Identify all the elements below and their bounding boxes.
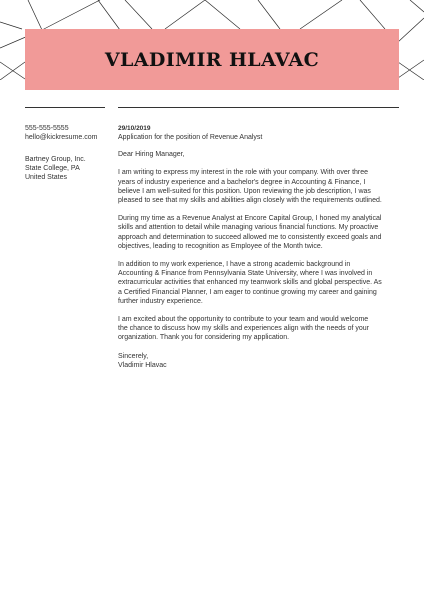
letter-subject: Application for the position of Revenue Analyst [118,134,263,141]
greeting: Dear Hiring Manager, [118,151,185,159]
sidebar-divider [25,107,105,108]
email-address[interactable]: hello@kickresume.com [25,134,98,141]
content-divider [118,107,399,108]
paragraph: In addition to my work experience, I have a strong academic background in Accounting & Finance from Pennsylvania State University, where I was involved in extracurricular activities that enhanced my teamwork skills and global perspective. As a Certified Financial Planner, I am eager to continue growing my career and gaining further industry experience. [118,261,382,305]
letter-body [118,124,401,370]
closing-signature: Sincerely, Vladimir Hlavac [118,352,167,369]
name-banner [25,29,399,90]
letter-date: 29/10/2019 [118,125,151,132]
paragraph: During my time as a Revenue Analyst at Encore Capital Group, I honed my analytical skills and attention to detail while managing various financial functions. My proactive approach and determination to succeed allowed me to consistently exceed goals and objectives, leading to recognition as Employee of the Month twice. [118,215,382,250]
applicant-name: VLADIMIR HLAVAC [104,48,320,71]
paragraph: I am writing to express my interest in the role with your company. With over three years of industry experience and a bachelor's degree in Accounting & Finance, I believe I am well-suited for this position. Upon reviewing the job description, I was pleased to see that my skills and abilities align closely with the requirements outlined. [118,169,382,205]
recipient-city: State College, PA [25,165,80,172]
contact-sidebar [25,124,113,182]
recipient-country: United States [25,174,68,181]
phone-number: 555-555-5555 [25,125,69,132]
paragraph: I am excited about the opportunity to contribute to your team and would welcome the chance to discuss how my skills and experiences align with the needs of your organization. Thank you for considering my application. [118,316,369,342]
recipient-company: Bartney Group, Inc. [25,156,86,163]
